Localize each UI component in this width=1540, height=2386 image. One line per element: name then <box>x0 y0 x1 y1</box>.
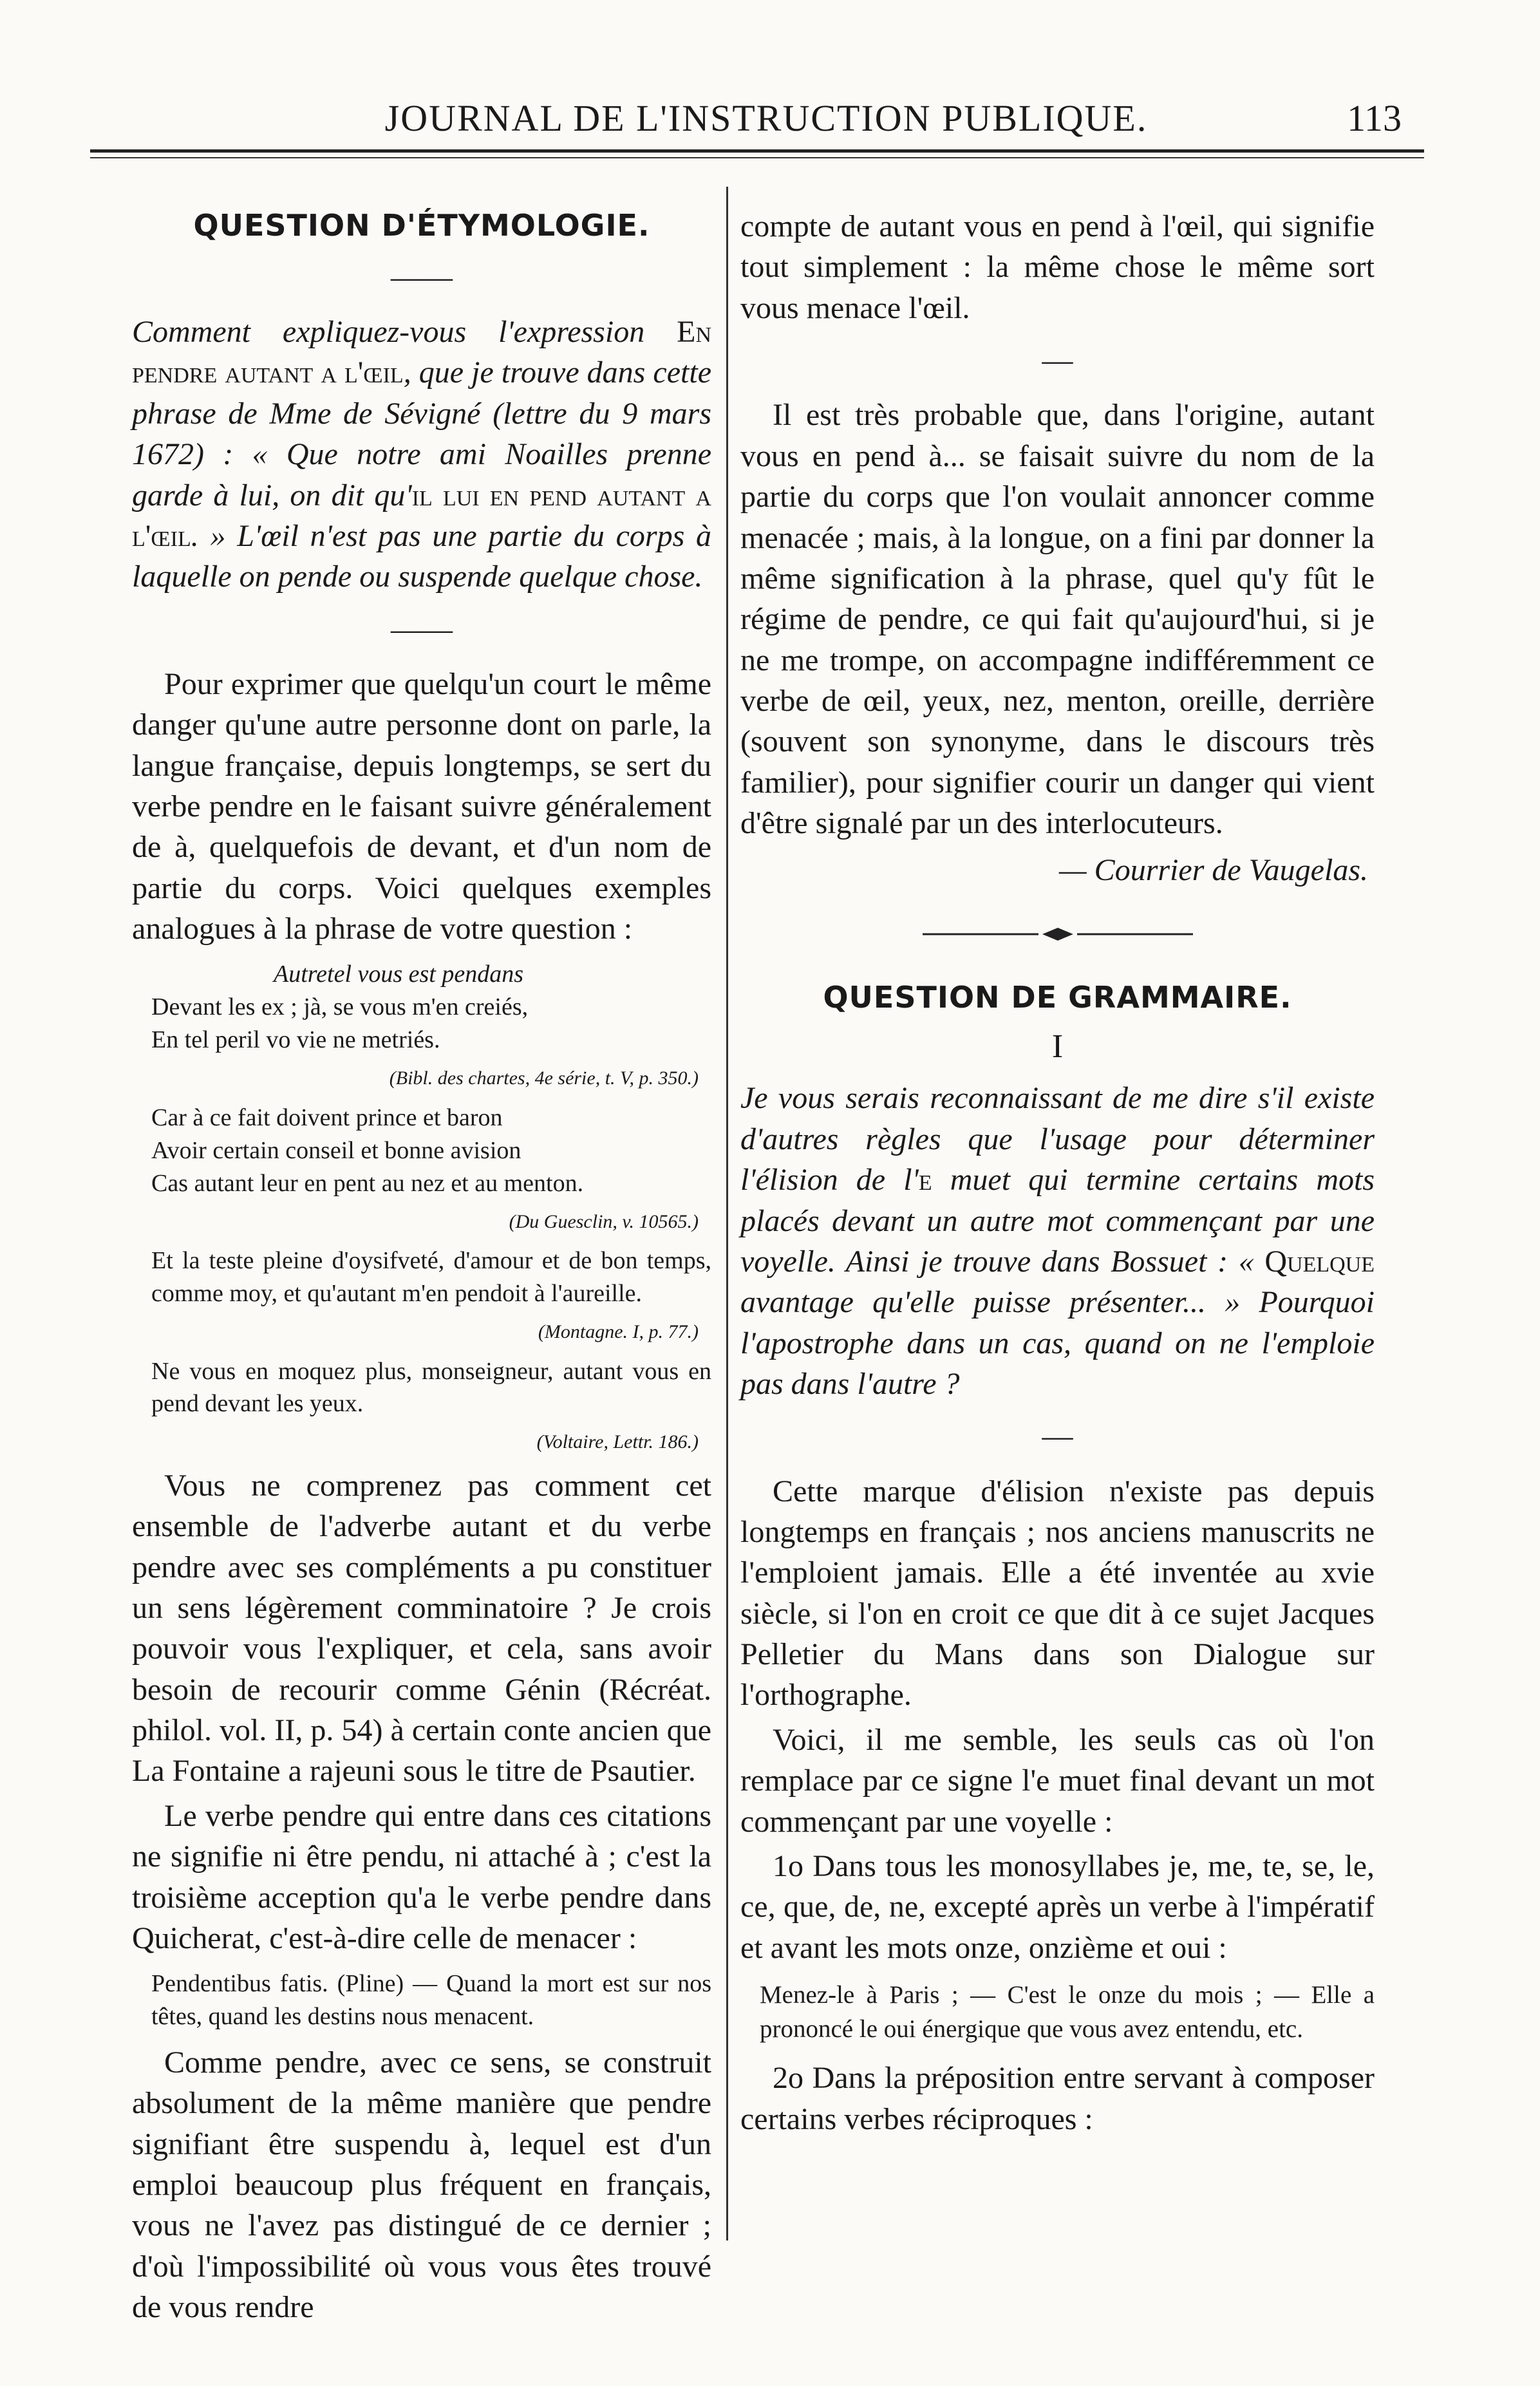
running-title: JOURNAL DE L'INSTRUCTION PUBLIQUE. <box>384 97 1148 139</box>
page-header <box>0 97 1540 148</box>
example-block: Menez-le à Paris ; — C'est le onze du mois ; — Elle a prononcé le oui énergique que vous avez entendu, etc. <box>760 1981 1375 2043</box>
ornament-divider <box>740 912 1375 952</box>
question-expression: En pendre autant a l'œil <box>132 315 711 390</box>
answer-continuation: compte de autant vous en pend à l'œil, qui signifie tout simplement : la même chose le même sort vous menace l'œil. <box>740 209 1375 325</box>
etymology-question <box>132 312 711 597</box>
question-text: avantage qu'elle puisse présenter... » Pourquoi l'apostrophe dans un cas, quand on ne l'emploie pas dans l'autre ? <box>740 1285 1375 1401</box>
question-quote: Quelque <box>1264 1244 1375 1279</box>
grammar-question <box>740 1078 1375 1404</box>
separator-dash: — <box>1042 343 1073 378</box>
question-text: muet qui termine certains mots placés devant un autre mot commençant par une voyelle. Ainsi je trouve dans Bossuet : « <box>740 1163 1375 1279</box>
question-text: , que je trouve dans cette phrase de Mme de Sévigné (lettre du 9 mars 1672) : « Que notre ami Noailles prenne garde à lui, on dit qu' <box>132 355 711 512</box>
question-quote: il lui en pend autant a l'œil <box>132 478 711 553</box>
answer-paragraph: Vous ne comprenez pas comment cet ensemble de l'adverbe autant et du verbe pendre avec ses compléments a pu constituer un sens légèrement comminatoire ? Je crois pouvoir vous l'expliquer, et cela, sans avoir besoin de recourir comme Génin (Récréat. philol. vol. II, p. 54) à certain conte ancien que La Fontaine a rajeuni sous le titre de Psautier. <box>132 1468 711 1789</box>
section-numeral: I <box>1051 1028 1064 1065</box>
citation-source: (Montagne. I, p. 77.) <box>538 1320 699 1342</box>
citation-source: (Bibl. des chartes, 4e série, t. V, p. 350.) <box>389 1067 699 1089</box>
header-rule <box>90 149 1424 153</box>
question-text: Je vous serais reconnaissant de me dire s'il existe d'autres règles que l'usage pour déterminer l'élision de l' <box>740 1081 1375 1198</box>
question-letter: e <box>918 1163 932 1198</box>
answer-paragraph: Le verbe pendre qui entre dans ces citations ne signifie ni être pendu, ni attaché à ; c'est la troisième acception qu'a le verbe pendre dans Quicherat, c'est-à-dire celle de menacer : <box>132 1798 711 1955</box>
answer-paragraph: 2o Dans la préposition entre servant à composer certains verbes réciproques : <box>740 2061 1375 2136</box>
separator-dash: —— <box>391 259 453 294</box>
separator-dash: — <box>1042 1419 1073 1454</box>
etymology-heading: QUESTION D'ÉTYMOLOGIE. <box>193 208 650 243</box>
right-column <box>740 206 1375 2143</box>
question-text: Comment expliquez-vous l'expression <box>132 315 677 350</box>
verse-line: En tel peril vo vie ne metriés. <box>151 1026 440 1054</box>
ornament-icon <box>916 926 1199 942</box>
verse-line: Avoir certain conseil et bonne avision <box>151 1136 521 1164</box>
citation-verse <box>151 1102 711 1200</box>
column-divider <box>726 187 728 2240</box>
answer-paragraph: Cette marque d'élision n'existe pas depuis longtemps en français ; nos anciens manuscrits ne l'emploient jamais. Elle a été inventée au xvie siècle, si l'on en croit ce que dit à ce sujet Jacques Pelletier du Mans dans son Dialogue sur l'orthographe. <box>740 1474 1375 1713</box>
answer-paragraph: Comme pendre, avec ce sens, se construit absolument de la même manière que pendre signifiant être suspendu à, lequel est d'un emploi beaucoup plus fréquent en français, vous ne l'avez pas distingué de ce dernier ; d'où l'impossibilité où vous vous êtes trouvé de vous rendre <box>132 2045 711 2325</box>
verse-line: Cas autant leur en pent au nez et au menton. <box>151 1169 584 1197</box>
citation-verse <box>151 958 711 1057</box>
separator-dash: —— <box>391 612 453 646</box>
answer-paragraph: Pour exprimer que quelqu'un court le même danger qu'une autre personne dont on parle, la langue française, depuis longtemps, se sert du verbe pendre en le faisant suivre généralement de à, quelquefois de devant, et d'un nom de partie du corps. Voici quelques exemples analogues à la phrase de votre question : <box>132 666 711 946</box>
left-column <box>132 206 711 2332</box>
verse-line: Devant les ex ; jà, se vous m'en creiés, <box>151 993 529 1021</box>
answer-paragraph: 1o Dans tous les monosyllabes je, me, te, se, le, ce, que, de, ne, excepté après un verbe à l'impératif et avant les mots onze, onzième et oui : <box>740 1848 1375 1965</box>
citation-source: (Du Guesclin, v. 10565.) <box>509 1210 699 1232</box>
header-rule-thin <box>90 157 1424 158</box>
page-number: 113 <box>1347 97 1402 139</box>
verse-line: Autretel vous est pendans <box>274 961 524 988</box>
grammar-heading: QUESTION DE GRAMMAIRE. <box>823 980 1292 1015</box>
citation-prose: Ne vous en moquez plus, monseigneur, autant vous en pend devant les yeux. <box>151 1357 711 1418</box>
attribution: — Courrier de Vaugelas. <box>1059 853 1368 888</box>
citation-prose: Et la teste pleine d'oysifveté, d'amour et de bon temps, comme moy, et qu'autant m'en pendoit à l'aureille. <box>151 1247 711 1307</box>
citation-source: (Voltaire, Lettr. 186.) <box>536 1431 699 1453</box>
verse-line: Car à ce fait doivent prince et baron <box>151 1104 503 1131</box>
answer-paragraph: Voici, il me semble, les seuls cas où l'on remplace par ce signe l'e muet final devant un mot commençant par une voyelle : <box>740 1722 1375 1839</box>
answer-paragraph: Il est très probable que, dans l'origine, autant vous en pend à... se faisait suivre du nom de la partie du corps que l'on voulait annoncer comme menacée ; mais, à la longue, on a fini par donner la même signification à la phrase, quel qu'y fût le régime de pendre, ce qui fait qu'aujourd'hui, si je ne me trompe, on accompagne indifféremment ce verbe de œil, yeux, nez, menton, oreille, derrière (souvent son synonyme, dans le discours très familier), pour signifier courir un danger qui vient d'être signalé par un des interlocuteurs. <box>740 398 1375 841</box>
latin-citation: Pendentibus fatis. (Pline) — Quand la mort est sur nos têtes, quand les destins nous menacent. <box>151 1970 711 2031</box>
question-text: . » L'œil n'est pas une partie du corps à laquelle on pende ou suspende quelque chose. <box>132 518 711 594</box>
